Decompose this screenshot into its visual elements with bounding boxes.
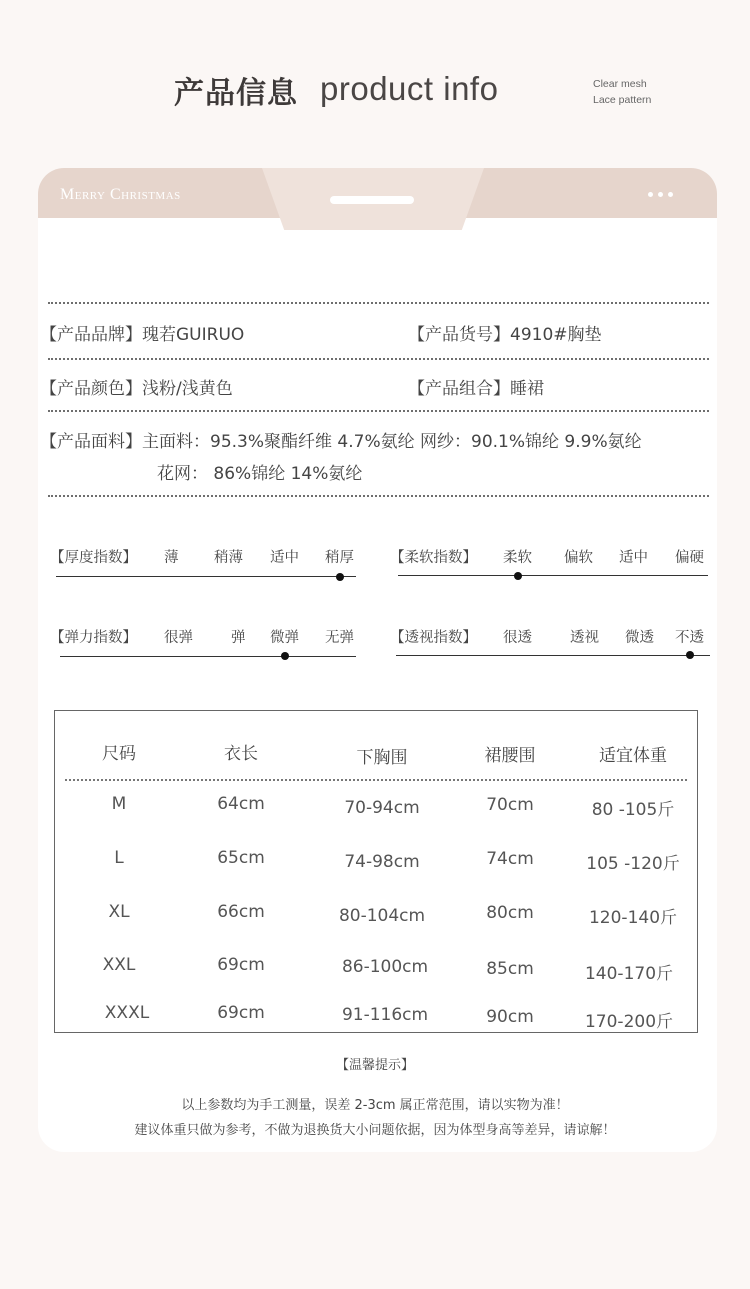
fabric-line2: 花网： 86%锦纶 14%氨纶 <box>157 464 363 484</box>
merry-christmas-badge: Merry Christmas <box>60 186 181 203</box>
table-cell: 69cm <box>217 1003 265 1023</box>
thickness-scale-line <box>56 576 356 577</box>
table-cell: 70cm <box>486 795 534 815</box>
header-side-note <box>593 76 651 108</box>
softness-option: 适中 <box>619 550 648 566</box>
side-note-line1: Clear mesh <box>593 78 647 90</box>
table-header-underbust: 下胸围 <box>356 748 408 768</box>
table-cell: 120-140斤 <box>588 908 678 928</box>
thickness-option: 稍厚 <box>325 550 354 566</box>
table-cell: 91-116cm <box>341 1005 429 1025</box>
tips-title: 【温馨提示】 <box>335 1058 414 1073</box>
transparency-option: 透视 <box>570 630 599 646</box>
divider <box>48 358 709 360</box>
elasticity-label: 【弹力指数】 <box>50 630 137 646</box>
fabric-line1: 主面料：95.3%聚酯纤维 4.7%氨纶 网纱：90.1%锦纶 9.9%氨纶 <box>142 432 642 452</box>
page-title: 产品信息 <box>174 76 298 111</box>
elasticity-scale-line <box>60 656 356 657</box>
table-cell: XXXL <box>104 1003 150 1023</box>
tips-line2: 建议体重只做为参考，不做为退换货大小问题依据，因为体型身高等差异，请谅解！ <box>134 1123 616 1138</box>
table-cell: 105 -120斤 <box>586 854 680 874</box>
elasticity-option: 微弹 <box>270 630 299 646</box>
table-cell: 70-94cm <box>344 798 420 818</box>
page-title-english: product info <box>320 70 499 107</box>
transparency-label: 【透视指数】 <box>390 630 477 646</box>
transparency-scale-line <box>396 655 710 656</box>
table-cell: 69cm <box>217 955 265 975</box>
divider <box>48 495 709 497</box>
fabric-row <box>40 427 642 452</box>
table-cell: 74cm <box>486 849 534 869</box>
elasticity-option: 很弹 <box>164 630 193 646</box>
table-cell: 66cm <box>217 902 265 922</box>
thickness-label: 【厚度指数】 <box>50 550 137 566</box>
fabric-label: 【产品面料】 <box>40 432 142 452</box>
divider <box>48 410 709 412</box>
thickness-option: 稍薄 <box>214 550 243 566</box>
more-dots-icon <box>648 192 673 197</box>
table-cell: 64cm <box>217 794 265 814</box>
transparency-option: 微透 <box>625 630 654 646</box>
item-number-label: 【产品货号】 <box>408 325 510 345</box>
card-pill-decoration <box>330 196 414 204</box>
thickness-marker <box>336 573 344 581</box>
item-number-value: 4910#胸垫 <box>510 325 602 345</box>
table-cell: XXL <box>102 955 136 975</box>
table-cell: 80 -105斤 <box>591 800 675 820</box>
table-cell: XL <box>108 902 130 922</box>
brand-row <box>40 320 244 345</box>
table-header-weight: 适宜体重 <box>599 746 667 766</box>
combo-value: 睡裙 <box>510 379 544 399</box>
divider <box>48 302 709 304</box>
color-value: 浅粉/浅黄色 <box>142 379 233 399</box>
table-cell: 170-200斤 <box>584 1012 674 1032</box>
transparency-option: 不透 <box>675 630 704 646</box>
transparency-marker <box>686 651 694 659</box>
color-label: 【产品颜色】 <box>40 379 142 399</box>
table-header-size: 尺码 <box>102 744 136 764</box>
softness-option: 偏软 <box>564 550 593 566</box>
size-table <box>54 710 698 1033</box>
thickness-option: 薄 <box>164 550 179 566</box>
table-cell: 90cm <box>486 1007 534 1027</box>
softness-label: 【柔软指数】 <box>390 550 477 566</box>
color-row <box>40 374 233 399</box>
table-cell: 140-170斤 <box>584 964 674 984</box>
table-cell: 80-104cm <box>338 906 426 926</box>
combo-row <box>408 374 544 399</box>
table-cell: 85cm <box>486 959 534 979</box>
side-note-line2: Lace pattern <box>593 94 652 106</box>
softness-marker <box>514 572 522 580</box>
combo-label: 【产品组合】 <box>408 379 510 399</box>
table-cell: 86-100cm <box>341 957 429 977</box>
table-cell: 80cm <box>486 903 534 923</box>
transparency-option: 很透 <box>503 630 532 646</box>
item-number-row <box>408 320 602 345</box>
table-cell: M <box>111 794 127 814</box>
softness-option: 偏硬 <box>675 550 704 566</box>
elasticity-option: 无弹 <box>325 630 354 646</box>
brand-value: 瑰若GUIRUO <box>142 325 245 345</box>
brand-label: 【产品品牌】 <box>40 325 142 345</box>
table-cell: L <box>114 848 124 868</box>
table-divider <box>65 779 687 781</box>
softness-scale-line <box>398 575 708 576</box>
elasticity-marker <box>281 652 289 660</box>
softness-option: 柔软 <box>503 550 532 566</box>
elasticity-option: 弹 <box>231 630 246 646</box>
thickness-option: 适中 <box>270 550 299 566</box>
table-cell: 74-98cm <box>344 852 420 872</box>
table-header-waist: 裙腰围 <box>484 746 536 766</box>
table-cell: 65cm <box>217 848 265 868</box>
table-header-length: 衣长 <box>224 744 258 764</box>
tips-line1: 以上参数均为手工测量，误差 2-3cm 属正常范围，请以实物为准！ <box>181 1098 569 1113</box>
